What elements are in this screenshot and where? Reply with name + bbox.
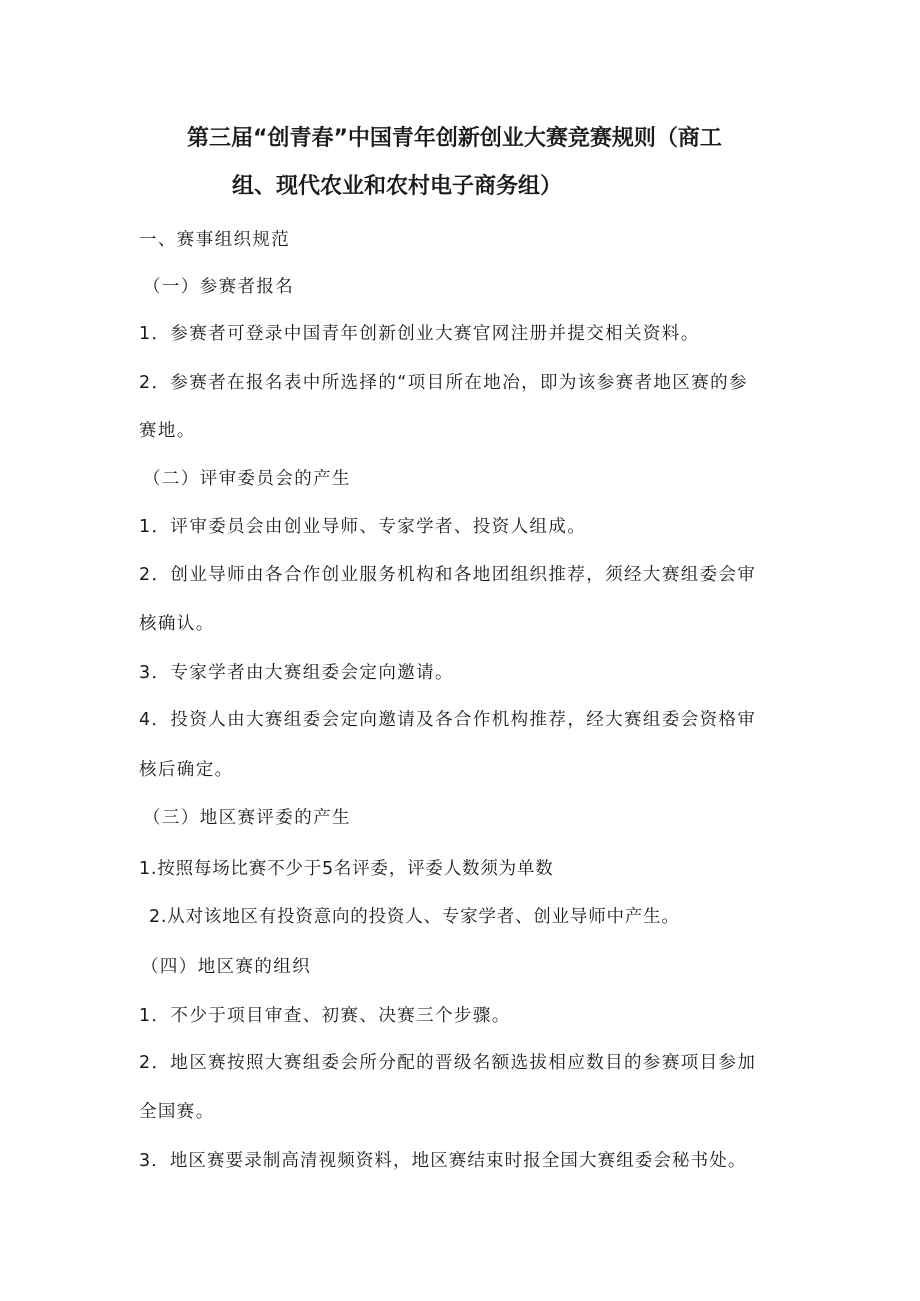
paragraph-line: 1．参赛者可登录中国青年创新创业大赛官网注册并提交相关资料。 (139, 324, 700, 344)
paragraph-line: 3．专家学者由大赛组委会定向邀请。 (139, 663, 454, 683)
subsection-heading: （三）地区赛评委的产生 (143, 808, 351, 828)
document-title-line-1: 第三届“创青春”中国青年创新创业大赛竞赛规则（商工 (187, 126, 722, 151)
paragraph-line: 2．创业导师由各合作创业服务机构和各地团组织推荐，须经大赛组委会审 (139, 565, 757, 585)
subsection-heading: （四）地区赛的组织 (141, 957, 312, 977)
section-heading: 一、赛事组织规范 (139, 230, 291, 250)
document-title-line-2: 组、现代农业和农村电子商务组） (232, 174, 563, 199)
paragraph-line: 3．地区赛要录制高清视频资料，地区赛结束时报全国大赛组委会秘书处。 (139, 1151, 747, 1171)
paragraph-line: 2．地区赛按照大赛组委会所分配的晋级名额选拔相应数目的参赛项目参加 (139, 1053, 757, 1073)
paragraph-line: 1．不少于项目审查、初赛、决赛三个步骤。 (139, 1006, 511, 1026)
paragraph-line: 1.按照每场比赛不少于5名评委，评委人数须为单数 (139, 859, 554, 879)
paragraph-line: 4．投资人由大赛组委会定向邀请及各合作机构推荐，经大赛组委会资格审 (139, 710, 757, 730)
subsection-heading: （二）评审委员会的产生 (143, 469, 351, 489)
paragraph-line: 核后确定。 (139, 760, 234, 780)
paragraph-line: 2．参赛者在报名表中所选择的“项目所在地冶，即为该参赛者地区赛的参 (139, 373, 748, 393)
paragraph-line: 全国赛。 (139, 1102, 215, 1122)
paragraph-line: 1．评审委员会由创业导师、专家学者、投资人组成。 (139, 517, 587, 537)
paragraph-line: 赛地。 (139, 421, 196, 441)
subsection-heading: （一）参赛者报名 (143, 277, 295, 297)
paragraph-line: 核确认。 (139, 614, 215, 634)
paragraph-line: 2.从对该地区有投资意向的投资人、专家学者、创业导师中产生。 (149, 907, 680, 927)
